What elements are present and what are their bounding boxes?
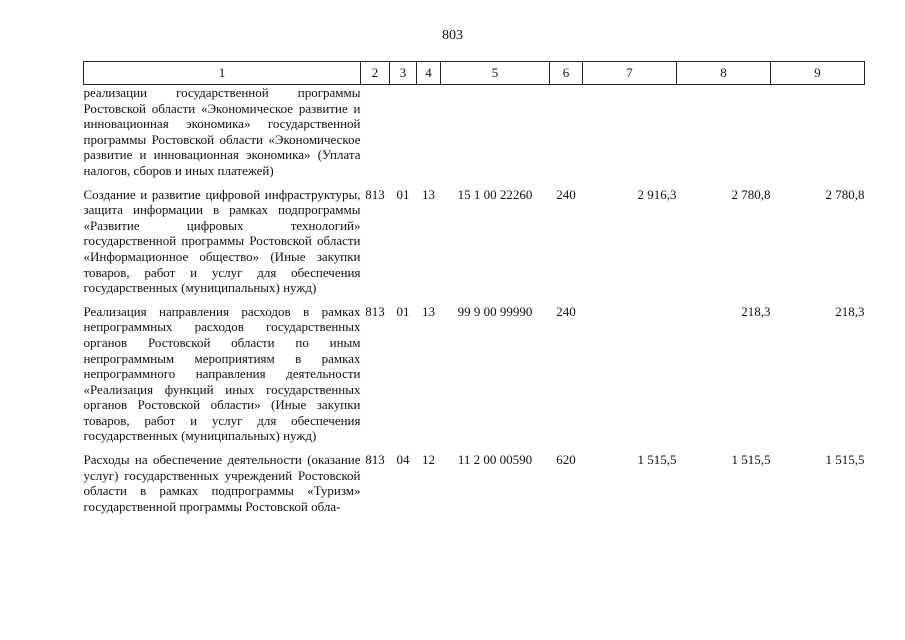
row-ministry-code [361,85,390,179]
row-amount-year-2: 1 515,5 [731,452,771,468]
row-subsection-code [417,85,441,179]
row-description: Создание и развитие цифровой инфраструктуры, защита информации в рамках подпрограммы «Развитие цифровых технологий» государственной программы Ростовской области «Информационное общество» (Иные закупки товаров, работ и услуг для обеспечения государственных (муниципальных) нужд) [83,186,361,296]
row-description: реализации государственной программы Ростовской области «Экономическое развитие и инновационная экономика» государственной программы Ростовской области «Экономическое развитие и инновационная экономика» (Уплата налогов, сборов и иных платежей) [83,85,361,178]
budget-table [83,61,865,514]
row-expense-type: 240 [556,303,576,319]
row-section-code: 04 [396,452,410,468]
row-amount-year-1 [583,85,677,179]
row-expense-type [550,85,583,179]
row-amount-year-1: 1 515,5 [637,452,677,468]
table-row [84,296,865,444]
table-row [84,179,865,296]
row-amount-year-1 [583,296,677,444]
header-col-2: 2 [361,62,390,85]
row-amount-year-3 [771,85,865,179]
row-description: Расходы на обеспечение деятельности (оказание услуг) государственных учреждений Ростовской области в рамках подпрограммы «Туризм» государственной программы Ростовской обла- [83,452,361,514]
page-number: 803 [442,28,463,43]
row-amount-year-1: 2 916,3 [637,186,677,202]
row-amount-year-2: 2 780,8 [731,186,771,202]
row-amount-year-3: 2 780,8 [825,186,865,202]
row-subsection-code: 12 [422,452,435,468]
row-expense-type: 240 [556,186,576,202]
row-amount-year-3: 1 515,5 [825,452,865,468]
row-target-article: 99 9 00 99990 [457,303,533,319]
row-ministry-code: 813 [365,303,385,319]
header-col-7: 7 [583,62,677,85]
row-target-article: 15 1 00 22260 [457,186,533,202]
header-col-9: 9 [771,62,865,85]
row-amount-year-3: 218,3 [835,303,865,319]
row-target-article: 11 2 00 00590 [457,452,533,468]
header-col-1: 1 [84,62,361,85]
header-col-5: 5 [441,62,550,85]
row-ministry-code: 813 [365,452,385,468]
row-target-article [441,85,550,179]
row-amount-year-2 [677,85,771,179]
row-expense-type: 620 [556,452,576,468]
header-col-8: 8 [677,62,771,85]
header-row [84,62,865,85]
table-row [84,444,865,514]
row-amount-year-2: 218,3 [741,303,771,319]
header-col-6: 6 [550,62,583,85]
row-section-code: 01 [396,303,410,319]
row-section-code: 01 [396,186,410,202]
header-col-4: 4 [417,62,441,85]
table-row [84,85,865,179]
row-ministry-code: 813 [365,186,385,202]
row-subsection-code: 13 [422,303,435,319]
row-section-code [390,85,417,179]
row-subsection-code: 13 [422,186,435,202]
header-col-3: 3 [390,62,417,85]
row-description: Реализация направления расходов в рамках непрограммных расходов государственных органов Ростовской области по иным непрограммным мероприятиям в рамках непрограммного направления деятельности «Реализация функций иных государственных органов Ростовской области» (Иные закупки товаров, работ и услуг для обеспечения государственных (муниципальных) нужд) [83,303,361,444]
